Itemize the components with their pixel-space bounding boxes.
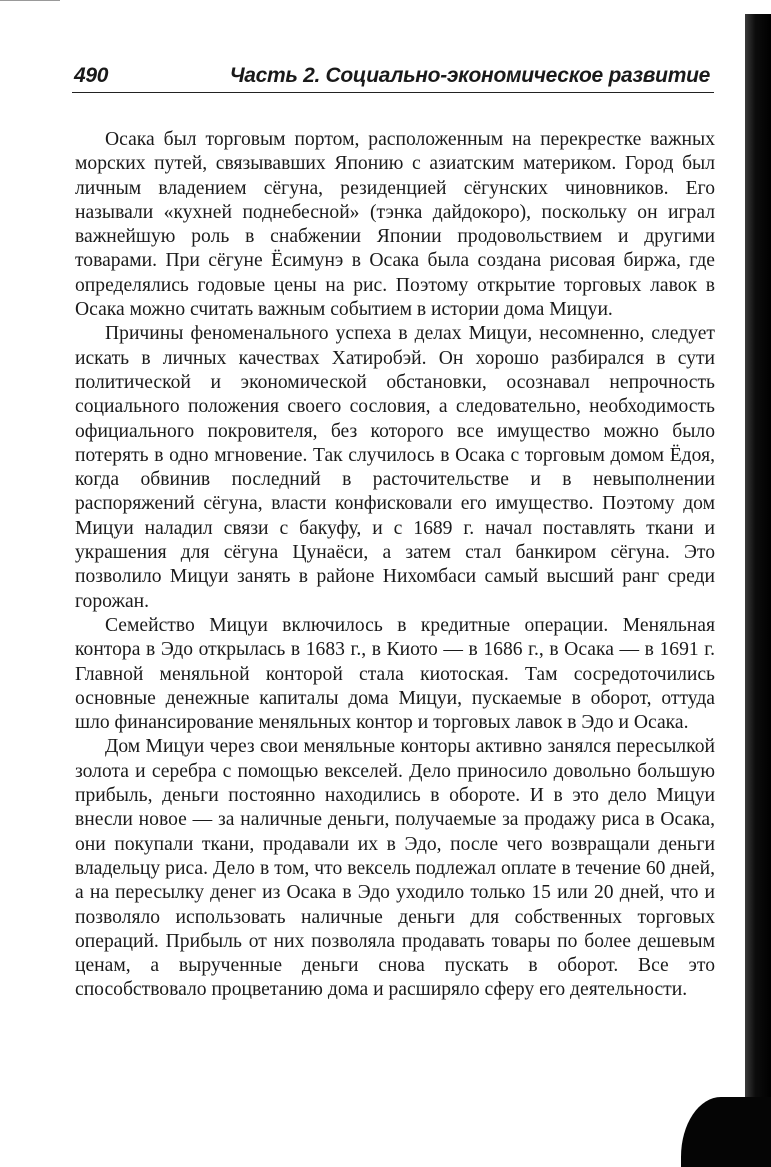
- body-text: [75, 128, 715, 1003]
- paragraph-reasons-of-success: Причины феноменального успеха в делах Мицуи, несомненно, следует искать в личных качествах Хатиробэй. Он хорошо разбирался в сути политической и экономической обстановки, осознавал непрочность социального положения своего сословия, а следовательно, необходимость официального покровителя, без которого все имущество можно было потерять в одно мгновение. Так случилось в Осака с торговым домом Ёдоя, когда обвинив последний в расточительстве и в невыполнении распоряжений сёгуна, власти конфисковали его имущество. Поэтому дом Мицуи наладил связи с бакуфу, и с 1689 г. начал поставлять ткани и украшения для сёгуна Цунаёси, а затем стал банкиром сёгуна. Это позволило Мицуи занять в районе Нихомбаси самый высший ранг среди горожан.: [75, 323, 715, 612]
- running-head: [72, 62, 714, 93]
- paragraph-credit-operations: Семейство Мицуи включилось в кредитные операции. Меняльная контора в Эдо открылась в 1683 г., в Киото — в 1686 г., в Осака — в 1691 г. Главной меняльной конторой стала киотоская. Там сосредоточились основные денежные капиталы дома Мицуи, пускаемые в оборот, оттуда шло финансирование меняльных контор и торговых лавок в Эдо и Осака.: [75, 614, 715, 734]
- book-spine-shadow: [745, 14, 771, 1167]
- paragraph-osaka-port: Осака был торговым портом, расположенным на перекрестке важных морских путей, связывавших Японию с азиатским материком. Город был личным владением сёгуна, резиденцией сёгунских чиновников. Его называли «кухней поднебесной» (тэнка дайдокоро), поскольку он играл важнейшую роль в снабжении Японии продовольствием и другими товарами. При сёгуне Ёсимунэ в Осака была создана рисовая биржа, где определялись годовые цены на рис. Поэтому открытие торговых лавок в Осака можно считать важным событием в истории дома Мицуи.: [75, 129, 715, 321]
- paragraph-bills-of-exchange: Дом Мицуи через свои меняльные конторы активно занялся пересылкой золота и серебра с помощью векселей. Дело приносило довольно большую прибыль, деньги постоянно находились в обороте. И в это дело Мицуи внесли новое — за наличные деньги, получаемые за продажу риса в Осака, они покупали ткани, продавали их в Эдо, после чего возвращали деньги владельцу риса. Дело в том, что вексель подлежал оплате в течение 60 дней, а на пересылку денег из Осака в Эдо уходило только 15 или 20 дней, что и позволяло использовать наличные деньги для собственных торговых операций. Прибыль от них позволяла продавать товары по более дешевым ценам, а вырученные деньги снова пускать в оборот. Все это способствовало процветанию дома и расширяло сферу его деятельности.: [75, 736, 715, 1001]
- book-spine-shadow-bottom: [681, 1097, 771, 1167]
- scan-edge-mark: [0, 0, 60, 7]
- section-title: Часть 2. Социально-экономическое развитие: [229, 64, 710, 87]
- page-number: 490: [74, 64, 109, 87]
